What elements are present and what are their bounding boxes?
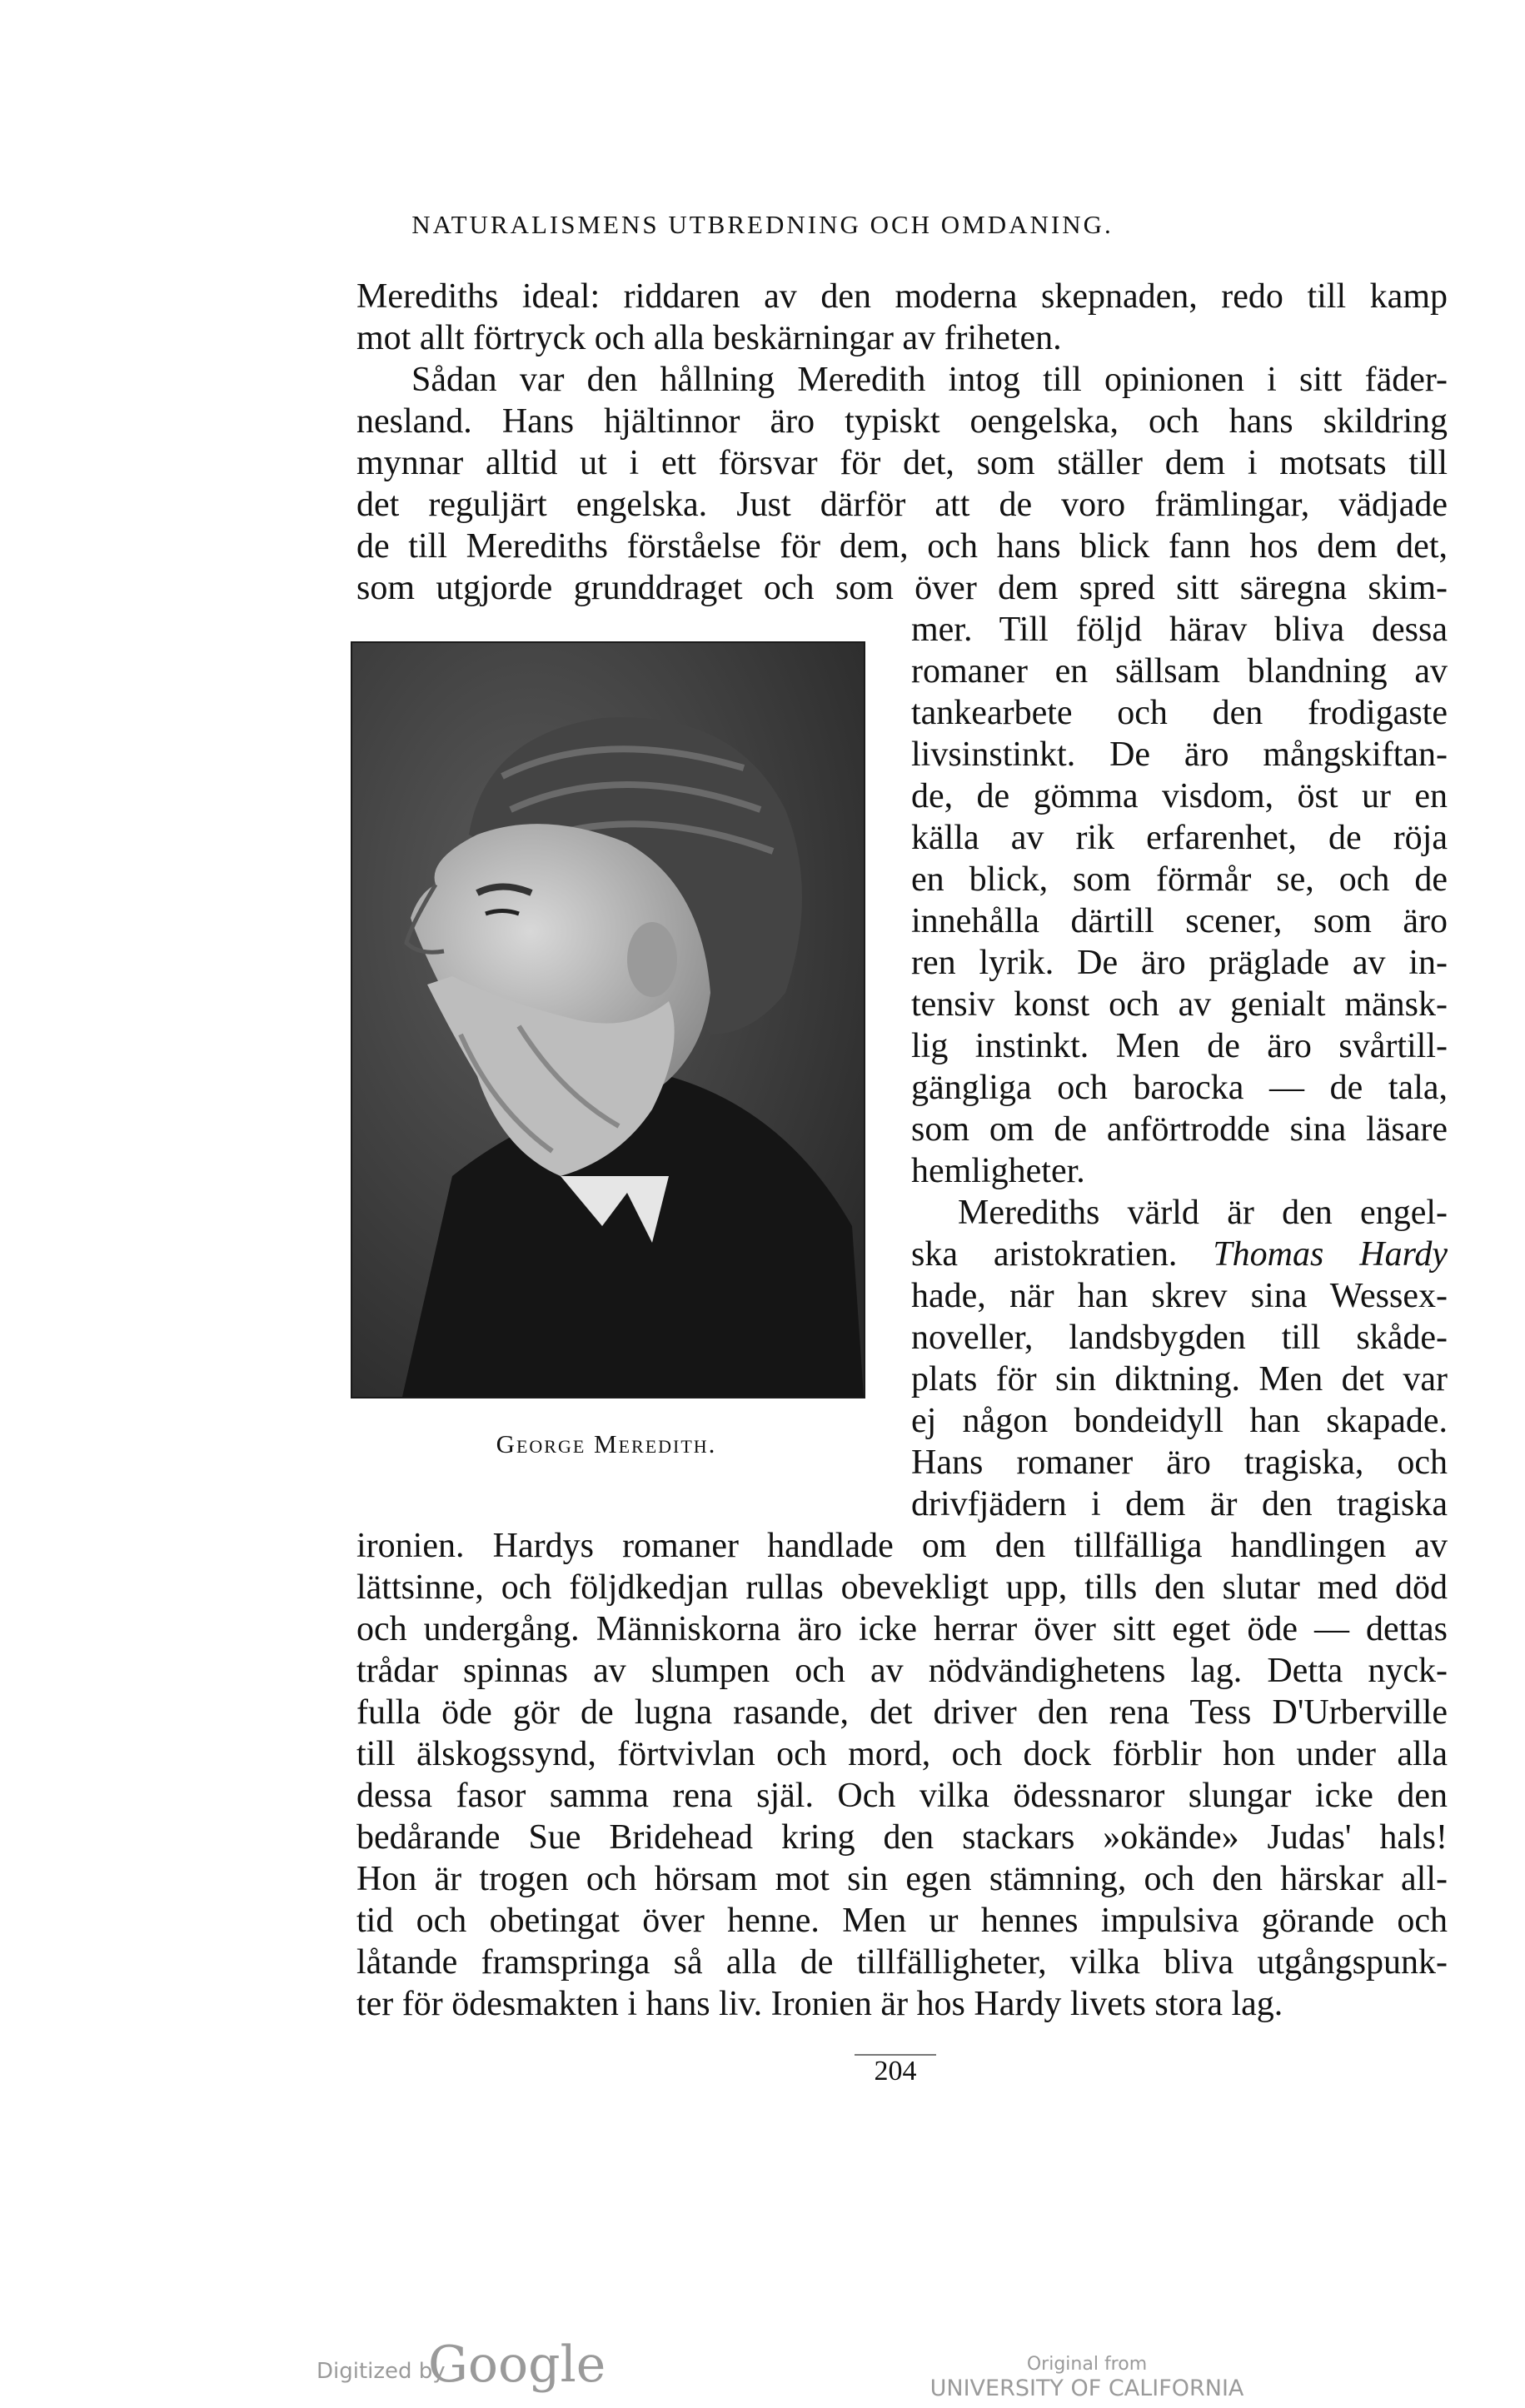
text-line: Merediths värld är den engel- xyxy=(958,1194,1448,1232)
text-line: källa av rik erfarenhet, de röja xyxy=(911,819,1448,857)
university-label: UNIVERSITY OF CALIFORNIA xyxy=(929,2376,1244,2401)
text-line: nesland. Hans hjältinnor äro typiskt oengelska, och hans skildring xyxy=(356,402,1448,441)
digitized-by-label: Digitized by xyxy=(316,2359,446,2384)
text-line: ter för ödesmakten i hans liv. Ironien är hos Hardy livets stora lag. xyxy=(356,1985,1283,2023)
text-line: till älskogssynd, förtvivlan och mord, och dock förblir hon under alla xyxy=(356,1735,1448,1773)
text-line: det reguljärt engelska. Just därför att de voro främlingar, vädjade xyxy=(356,486,1448,524)
figure-caption: George Meredith. xyxy=(496,1429,717,1458)
text-line: romaner en sällsam blandning av xyxy=(911,652,1448,690)
text-line: som om de anförtrodde sina läsare xyxy=(911,1110,1448,1149)
text-line: lättsinne, och följdkedjan rullas obevekligt upp, tills den slutar med död xyxy=(356,1568,1448,1607)
text-line: mynnar alltid ut i ett försvar för det, som ställer dem i motsats till xyxy=(356,444,1448,482)
text-line: Hon är trogen och hörsam mot sin egen stämning, och den härskar all- xyxy=(356,1860,1448,1898)
text-line: bedårande Sue Bridehead kring den stackars »okände» Judas' hals! xyxy=(356,1818,1448,1857)
text-line: och undergång. Människorna äro icke herrar över sitt eget öde — dettas xyxy=(356,1610,1448,1648)
text-line: tensiv konst och av genialt mänsk- xyxy=(911,985,1448,1024)
google-logo: Google xyxy=(428,2336,606,2394)
text-line: Sådan var den hållning Meredith intog till opinionen i sitt fäder- xyxy=(411,361,1448,399)
text-line: de till Merediths förståelse för dem, och hans blick fann hos dem det, xyxy=(356,527,1448,566)
text-line: lig instinkt. Men de äro svårtill- xyxy=(911,1027,1448,1065)
text-line: mot allt förtryck och alla beskärningar av friheten. xyxy=(356,319,1062,357)
text-line: hade, när han skrev sina Wessex- xyxy=(911,1277,1448,1315)
page-number: 204 xyxy=(874,2056,917,2086)
text-line: tankearbete och den frodigaste xyxy=(911,694,1448,732)
text-line: en blick, som förmår se, och de xyxy=(911,860,1448,899)
text-line: ren lyrik. De äro präglade av in- xyxy=(911,944,1448,982)
original-from-label: Original from xyxy=(1026,2354,1148,2375)
running-head: NATURALISMENS UTBREDNING OCH OMDANING. xyxy=(411,210,1114,239)
text-line: Hans romaner äro tragiska, och xyxy=(911,1443,1448,1482)
text-line: livsinstinkt. De äro mångskiftan- xyxy=(911,735,1448,774)
text-line: låtande framspringa så alla de tillfälligheter, vilka bliva utgångspunk- xyxy=(356,1943,1448,1982)
italic-name: Thomas Hardy xyxy=(1213,1235,1448,1274)
text-line: tid och obetingat över henne. Men ur hennes impulsiva görande och xyxy=(356,1902,1448,1940)
text-line: dessa fasor samma rena själ. Och vilka ödessnaror slungar icke den xyxy=(356,1777,1448,1815)
text-line: fulla öde gör de lugna rasande, det driver den rena Tess D'Urberville xyxy=(356,1693,1448,1732)
text-line: ironien. Hardys romaner handlade om den tillfälliga handlingen av xyxy=(356,1527,1448,1565)
portrait-photo-george-meredith xyxy=(351,641,865,1398)
text-line: mer. Till följd härav bliva dessa xyxy=(911,611,1448,649)
text-line: hemligheter. xyxy=(911,1152,1085,1190)
text-line: drivfjädern i dem är den tragiska xyxy=(911,1485,1448,1523)
text-line: ej någon bondeidyll han skapade. xyxy=(911,1402,1448,1440)
text-line: plats för sin diktning. Men det var xyxy=(911,1360,1448,1398)
text-line: de, de gömma visdom, öst ur en xyxy=(911,777,1448,815)
text-line xyxy=(911,1234,1448,1275)
text-line: innehålla därtill scener, som äro xyxy=(911,902,1448,940)
text-line: gängliga och barocka — de tala, xyxy=(911,1069,1448,1107)
text-line: trådar spinnas av slumpen och av nödvändighetens lag. Detta nyck- xyxy=(356,1652,1448,1690)
text-line: Merediths ideal: riddaren av den moderna skepnaden, redo till kamp xyxy=(356,277,1448,316)
text-line: som utgjorde grunddraget och som över dem spred sitt säregna skim- xyxy=(356,569,1448,607)
text-line: noveller, landsbygden till skåde- xyxy=(911,1319,1448,1357)
text-segment: ska aristokratien. xyxy=(911,1235,1178,1274)
